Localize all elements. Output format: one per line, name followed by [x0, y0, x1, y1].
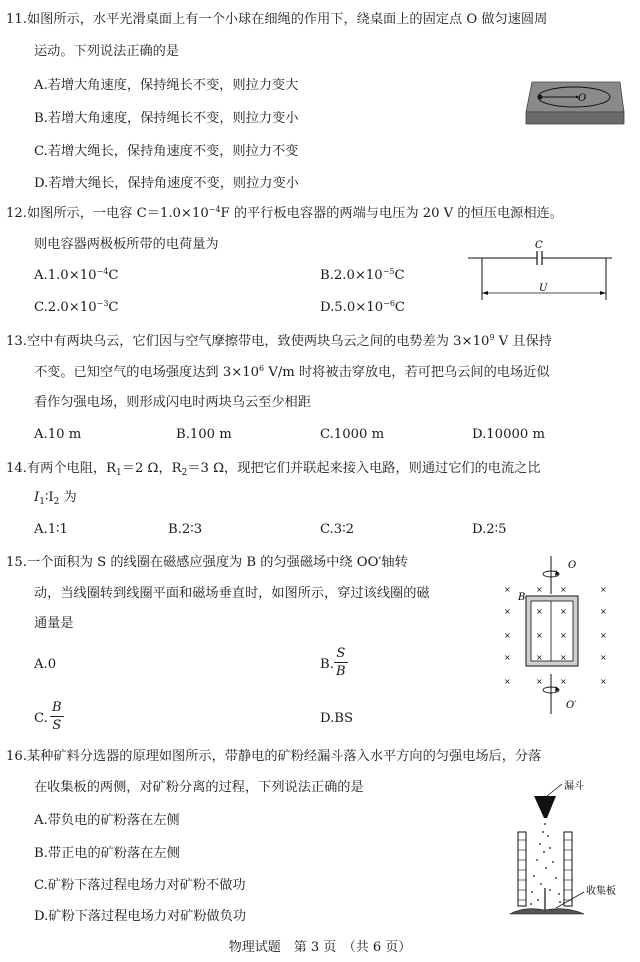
q13-stem-line2: 不变。已知空气的电场强度达到 $3\times 10^6$ V/m 时将被击穿放电，若可把乌云间的电场近似 [34, 364, 550, 380]
svg-text:×: × [536, 653, 543, 662]
q13-option-a: A.10 m [34, 427, 82, 442]
q16-fig-plate-label: 收集板 [586, 886, 616, 897]
q15-option-b-label: B. [320, 657, 334, 672]
q16-stem-line1: 16.某种矿料分选器的原理如图所示，带静电的矿粉经漏斗落入水平方向的匀强电场后，分落 [6, 749, 542, 764]
q16-ore-separator-figure [504, 780, 634, 924]
svg-text:×: × [600, 607, 607, 616]
q15-coil-magnetic-field-figure [496, 554, 626, 718]
q16-option-d: D.矿粉下落过程电场力对矿粉做负功 [34, 909, 247, 924]
svg-text:×: × [504, 653, 511, 662]
q12-option-a: $A.1.0\times 10^{-4}C$ [34, 267, 119, 283]
q15-option-c-fraction: B S [52, 700, 62, 733]
q12-option-c: $C.2.0\times 10^{-3}C$ [34, 299, 119, 315]
q16-option-c: C.矿粉下落过程电场力对矿粉不做功 [34, 878, 246, 893]
svg-text:×: × [600, 585, 607, 594]
q11-option-c: C.若增大绳长，保持角速度不变，则拉力不变 [34, 144, 299, 159]
q16-fig-funnel-label: 漏斗 [564, 781, 584, 792]
q12-option-b: $B.2.0\times 10^{-5}C$ [320, 267, 405, 283]
q13-option-c: C.1000 m [320, 427, 385, 442]
svg-text:×: × [536, 677, 543, 686]
q12-stem-line2: 则电容器两极板所带的电荷量为 [34, 237, 219, 252]
q16-stem-line2: 在收集板的两侧，对矿粉分离的过程，下列说法正确的是 [34, 780, 364, 795]
svg-text:×: × [536, 631, 543, 640]
svg-text:×: × [560, 585, 567, 594]
q12-capacitor-figure [466, 236, 616, 306]
q16-option-a: A.带负电的矿粉落在左侧 [34, 813, 180, 828]
q11-stem-line1: 11.如图所示，水平光滑桌面上有一个小球在细绳的作用下，绕桌面上的固定点 O 做匀速圆周 [6, 12, 548, 27]
q13-option-b: B.100 m [176, 427, 232, 442]
q11-option-b: B.若增大角速度，保持绳长不变，则拉力变小 [34, 111, 299, 126]
q14-option-b: B.2∶3 [168, 522, 203, 537]
q14-stem-line2: $I_1∶I_2$ 为 [34, 490, 77, 507]
q11-option-a: A.若增大角速度，保持绳长不变，则拉力变大 [34, 78, 299, 93]
q15-fig-b-label: B [518, 592, 526, 603]
q15-fig-o-bottom: O′ [566, 700, 577, 711]
q15-stem-line3: 通量是 [34, 616, 74, 631]
svg-text:×: × [600, 631, 607, 640]
q15-stem-line1: 15.一个面积为 S 的线圈在磁感应强度为 B 的匀强磁场中绕 OO′轴转 [6, 555, 408, 570]
q11-table-figure [520, 72, 630, 132]
q12-fig-c-label: C [535, 240, 543, 251]
q12-fig-u-label: U [539, 283, 548, 294]
svg-text:×: × [560, 677, 567, 686]
q14-option-c: C.3∶2 [320, 522, 355, 537]
q13-stem-line3: 看作匀强电场，则形成闪电时两块乌云至少相距 [34, 395, 311, 410]
svg-text:×: × [504, 677, 511, 686]
q11-fig-o: O [578, 93, 587, 104]
svg-text:×: × [560, 631, 567, 640]
q12-option-d: $D.5.0\times 10^{-6}C$ [320, 299, 405, 315]
svg-text:×: × [536, 607, 543, 616]
q11-option-d: D.若增大绳长，保持角速度不变，则拉力变小 [34, 176, 299, 191]
q16-option-b: B.带正电的矿粉落在左侧 [34, 846, 180, 861]
q14-stem-line1: 14.有两个电阻，$R_1=2$ Ω，$R_2=3$ Ω，现把它们并联起来接入电路，则通过它们的电流之比 [6, 461, 541, 478]
q15-option-c-label: C. [34, 711, 48, 726]
q15-option-a: A.0 [34, 657, 57, 672]
q15-fig-o-top: O [568, 560, 577, 571]
svg-text:×: × [560, 607, 567, 616]
svg-text:×: × [504, 631, 511, 640]
q11-stem-line2: 运动。下列说法正确的是 [34, 44, 180, 59]
q14-option-d: D.2∶5 [472, 522, 507, 537]
q12-stem-line1: 12.如图所示，一电容 $C=1.0\times 10^{-4}F$ 的平行板电容器的两端与电压为 20 V 的恒压电源相连。 [6, 205, 563, 221]
q13-stem-line1: 13.空中有两块乌云，它们因与空气摩擦带电，致使两块乌云之间的电势差为 $3\times 10^9$ V 且保持 [6, 333, 552, 349]
svg-text:×: × [504, 585, 511, 594]
svg-text:×: × [560, 653, 567, 662]
q15-option-d: D.BS [320, 711, 354, 726]
q13-option-d: D.10000 m [472, 427, 545, 442]
svg-text:×: × [504, 607, 511, 616]
q14-option-a: A.1∶1 [34, 522, 68, 537]
svg-text:×: × [536, 585, 543, 594]
q15-stem-line2: 动，当线圈转到线圈平面和磁场垂直时，如图所示，穿过该线圈的磁 [34, 586, 430, 601]
q15-option-b-fraction: S B [336, 646, 346, 679]
page-footer: 物理试题 第 3 页 （共 6 页） [228, 940, 412, 955]
svg-text:×: × [600, 677, 607, 686]
svg-text:×: × [600, 653, 607, 662]
